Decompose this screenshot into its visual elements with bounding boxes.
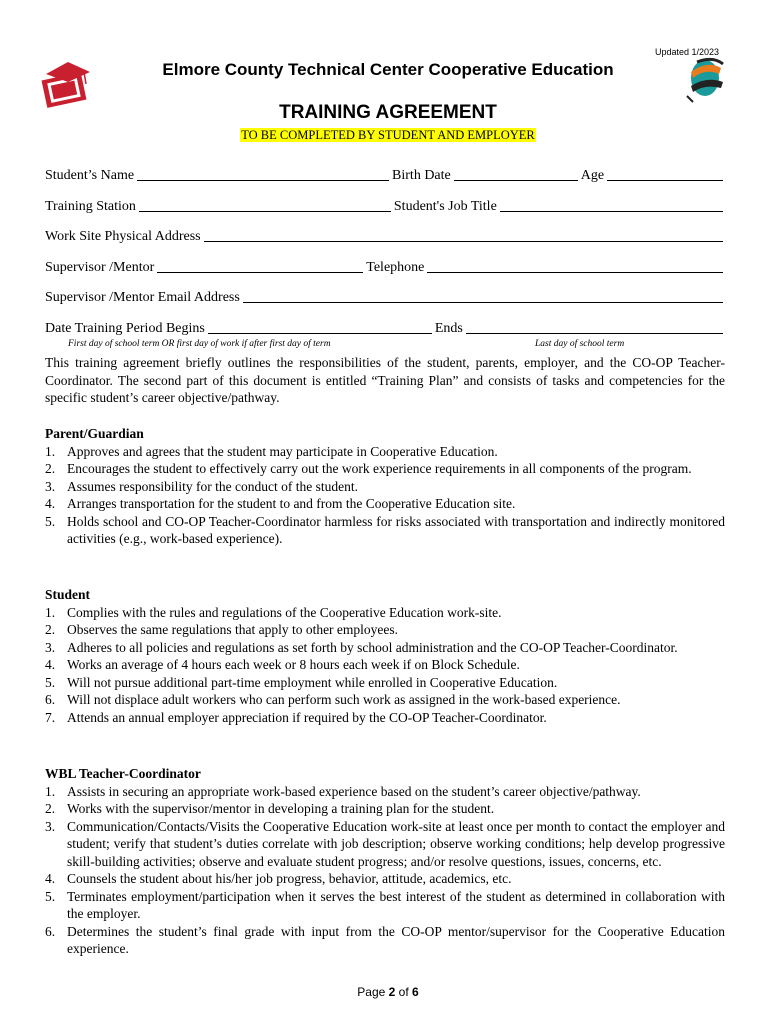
list-item: 5. Holds school and CO-OP Teacher-Coordinator harmless for risks associated with transportation and indirectly monitored activities (e.g., work-based experience). [45, 513, 725, 546]
list-item: 4. Counsels the student about his/her job progress, behavior, attitude, academics, etc. [45, 871, 512, 886]
supervisor-label: Supervisor /Mentor [45, 260, 155, 275]
job-title-label: Student's Job Title [393, 199, 497, 214]
training-station-label: Training Station [45, 199, 136, 214]
supervisor-row [45, 258, 726, 276]
supervisor-email-label: Supervisor /Mentor Email Address [45, 290, 240, 305]
list-item: 4. Works an average of 4 hours each week or 8 hours each week if on Block Schedule. [45, 657, 520, 672]
list-item: 5. Terminates employment/participation when it serves the best interest of the student as determined in collaboration with the employer. [45, 888, 725, 921]
list-item: 7. Attends an annual employer appreciation if required by the CO-OP Teacher-Coordinator. [45, 709, 547, 725]
list-item: 2. Encourages the student to effectively carry out the work experience requirements in all components of the program. [45, 461, 692, 476]
begins-hint: First day of school term OR first day of work if after first day of term [68, 339, 331, 349]
training-station-row [45, 197, 726, 215]
supervisor-field[interactable] [157, 260, 363, 273]
list-item: 1. Approves and agrees that the student may participate in Cooperative Education. [45, 443, 498, 459]
student-name-label: Student’s Name [45, 168, 135, 183]
list-item: 2. Works with the supervisor/mentor in developing a training plan for the student. [45, 801, 495, 816]
list-item: 5. Will not pursue additional part-time employment while enrolled in Cooperative Education. [45, 674, 558, 690]
ends-hint: Last day of school term [535, 339, 625, 349]
updated-date: Updated 1/2023 [655, 47, 720, 57]
list-item: 3. Assumes responsibility for the conduct of the student. [45, 478, 358, 494]
document-title: TRAINING AGREEMENT [279, 102, 497, 123]
organization-name: Elmore County Technical Center Cooperative Education [162, 60, 614, 79]
birth-date-field[interactable] [454, 168, 578, 181]
wbl-heading: WBL Teacher-Coordinator [45, 766, 201, 781]
telephone-field[interactable] [427, 260, 723, 273]
training-station-field[interactable] [139, 199, 391, 212]
list-item: 4. Arranges transportation for the student to and from the Cooperative Education site. [45, 496, 516, 511]
job-title-field[interactable] [500, 199, 723, 212]
student-info-row [45, 166, 726, 184]
student-section [45, 586, 725, 726]
age-label: Age [580, 168, 605, 183]
ends-field[interactable] [466, 321, 723, 334]
document-subtitle: TO BE COMPLETED BY STUDENT AND EMPLOYER [241, 128, 535, 142]
student-name-field[interactable] [137, 168, 389, 181]
supervisor-email-row [45, 288, 726, 306]
work-site-label: Work Site Physical Address [45, 229, 201, 244]
page-number: Page 2 of 6 [357, 985, 419, 999]
list-item: 1. Assists in securing an appropriate work-based experience based on the student’s career objective/pathway. [45, 783, 641, 799]
list-item: 6. Determines the student’s final grade with input from the CO-OP mentor/supervisor for the Cooperative Education experience. [45, 923, 725, 956]
birth-date-label: Birth Date [392, 168, 451, 183]
telephone-label: Telephone [366, 260, 425, 275]
work-site-field[interactable] [204, 229, 723, 242]
parent-heading: Parent/Guardian [45, 426, 144, 441]
list-item: 6. Will not displace adult workers who can perform such work as assigned in the work-based experience. [45, 692, 621, 707]
ends-label: Ends [434, 321, 463, 336]
work-site-row [45, 227, 726, 245]
wbl-section [45, 765, 725, 958]
date-begins-field[interactable] [208, 321, 432, 334]
list-item: 1. Complies with the rules and regulations of the Cooperative Education work-site. [45, 604, 502, 620]
student-heading: Student [45, 587, 91, 602]
list-item: 2. Observes the same regulations that apply to other employees. [45, 622, 399, 637]
list-item: 3. Communication/Contacts/Visits the Cooperative Education work-site at least once per month to contact the employer and student; verify that student’s duties correlate with job description; observe working conditions; help develop progressive skill-building activities; observe and evaluate student progress; and/or resolve questions, issues, concerns, etc. [45, 818, 725, 869]
intro-paragraph: This training agreement briefly outlines the responsibilities of the student, parents, employer, and the CO-OP Teacher-Coordinator. The second part of this document is entitled “Training Plan” and consists of tasks and competencies for the specific student’s career objective/pathway. [45, 355, 725, 405]
supervisor-email-field[interactable] [243, 290, 723, 303]
training-period-row [45, 319, 726, 337]
age-field[interactable] [607, 168, 723, 181]
date-begins-label: Date Training Period Begins [45, 321, 205, 336]
list-item: 3. Adheres to all policies and regulations as set forth by school administration and the CO-OP Teacher-Coordinator. [45, 639, 678, 655]
parent-section [45, 425, 725, 548]
